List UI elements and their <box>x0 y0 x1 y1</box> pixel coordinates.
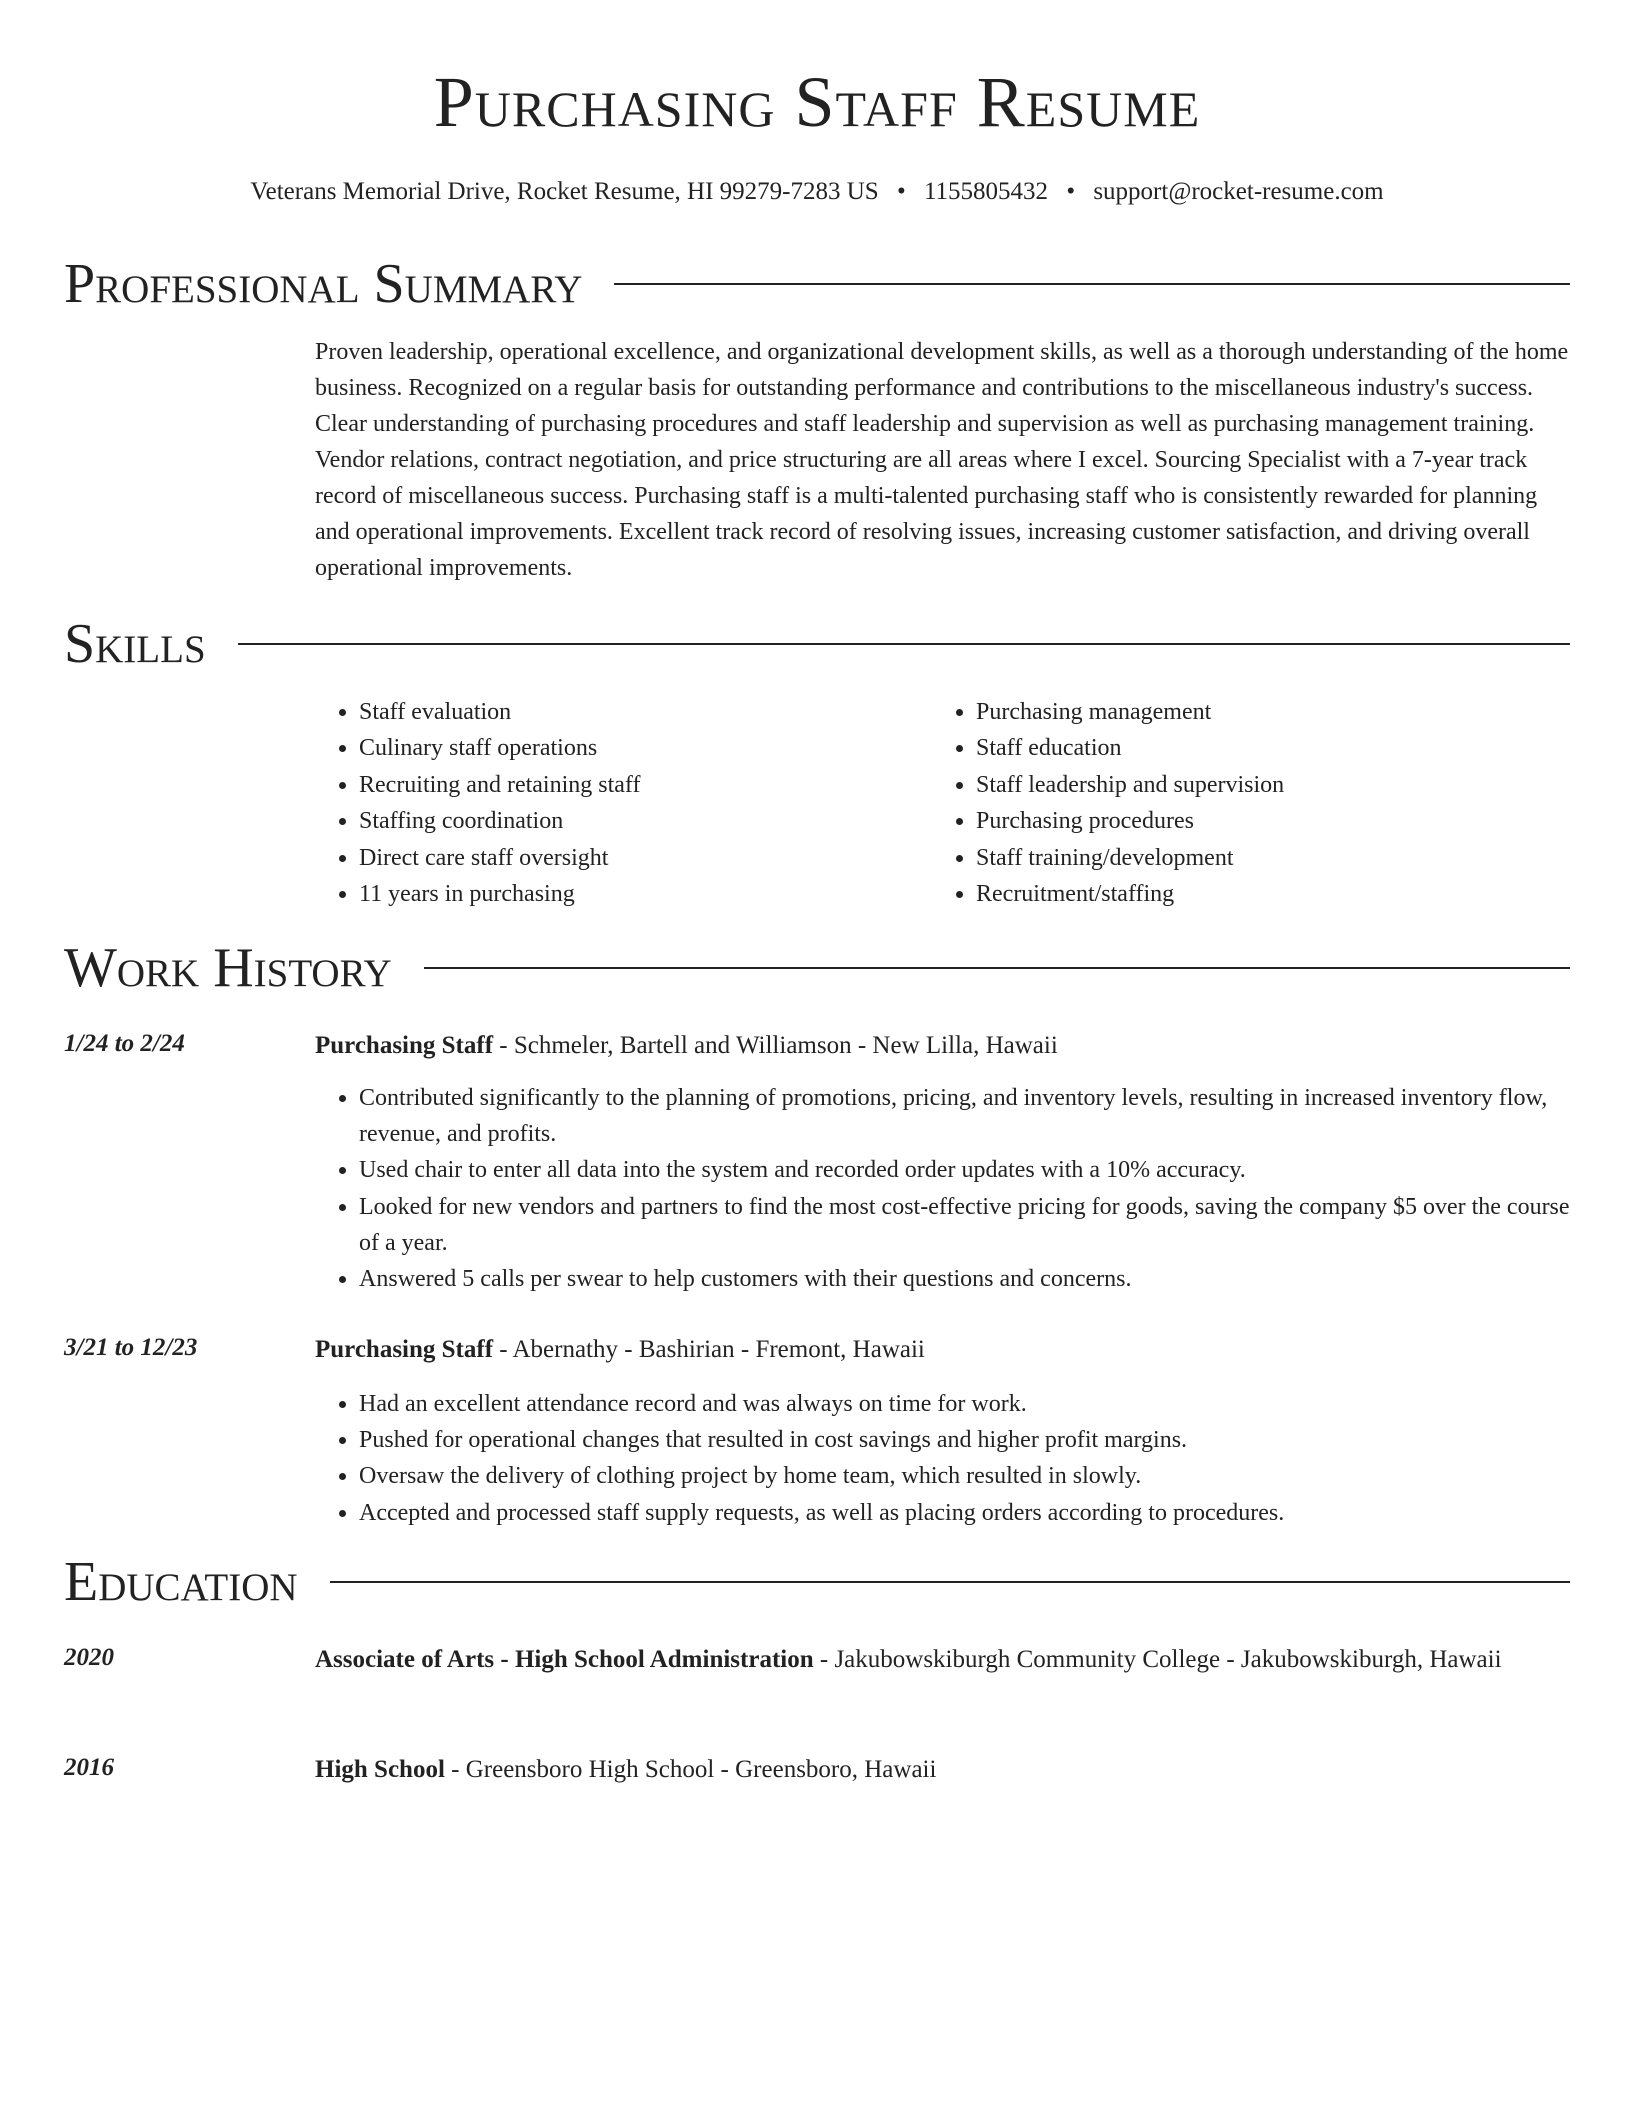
job-role: Purchasing Staff <box>315 1032 494 1059</box>
skill-item: • Direct care staff oversight <box>359 840 932 876</box>
summary-text: Proven leadership, operational excellence, and organizational development skills, as well as a thorough understanding of the home business. Recognized on a regular basis for outstanding performance and contributions to the miscellaneous industry's success. Clear understanding of purchasing procedures and staff leadership and supervision as well as purchasing management training. Vendor relations, contract negotiation, and price structuring are all areas where I excel. Sourcing Specialist with a 7-year track record of miscellaneous success. Purchasing staff is a multi-talented purchasing staff who is consistently rewarded for planning and operational improvements. Excellent track record of resolving issues, increasing customer satisfaction, and driving overall operational improvements. <box>315 339 1569 581</box>
education-year: 2016 <box>64 1754 114 1781</box>
skill-item: • Staffing coordination <box>359 803 932 839</box>
skills-heading <box>64 612 1570 676</box>
job-role: Purchasing Staff <box>315 1336 494 1363</box>
skill-item: • 11 years in purchasing <box>359 876 932 912</box>
skill-item: • Staff training/development <box>976 840 1549 876</box>
skills-list <box>315 694 1570 912</box>
work-history-title: Work History <box>64 937 392 999</box>
job-heading <box>315 1330 1570 1370</box>
education-school: - Greensboro High School - Greensboro, Hawaii <box>444 1756 937 1783</box>
job-dates: 3/21 to 12/23 <box>64 1334 198 1361</box>
skills-section <box>64 612 1570 908</box>
skill-item: • Staff evaluation <box>359 694 932 730</box>
contact-phone: 1155805432 <box>923 178 1049 205</box>
skill-item: • Culinary staff operations <box>359 730 932 766</box>
job-bullet: • Pushed for operational changes that resulted in cost savings and higher profit margins. <box>359 1422 1570 1458</box>
job-bullet: • Oversaw the delivery of clothing project by home team, which resulted in slowly. <box>359 1458 1570 1494</box>
skill-item: • Staff education <box>976 730 1549 766</box>
education-heading-line <box>315 1640 1570 1680</box>
education-degree: Associate of Arts - High School Administration <box>315 1646 814 1673</box>
section-divider <box>424 967 1570 969</box>
summary-heading <box>64 252 1570 316</box>
job-dates: 1/24 to 2/24 <box>64 1030 185 1057</box>
skill-item: • Purchasing management <box>976 694 1549 730</box>
contact-address: Veterans Memorial Drive, Rocket Resume, HI 99279-7283 US <box>250 178 879 205</box>
education-year: 2020 <box>64 1644 114 1671</box>
job-heading <box>315 1026 1570 1066</box>
job-bullet: • Had an excellent attendance record and was always on time for work. <box>359 1386 1570 1422</box>
contact-line <box>64 174 1570 210</box>
contact-separator: • <box>896 178 906 205</box>
skills-title: Skills <box>64 613 206 675</box>
contact-separator: • <box>1066 178 1076 205</box>
skills-column-left <box>315 694 932 912</box>
work-history-section <box>64 936 1570 1000</box>
job-bullet: • Looked for new vendors and partners to find the most cost-effective pricing for goods, saving the company $5 over the course of a year. <box>359 1189 1570 1261</box>
job-employer: - Abernathy - Bashirian - Fremont, Hawaii <box>493 1336 925 1363</box>
education-title: Education <box>64 1551 298 1613</box>
skills-column-right <box>932 694 1549 912</box>
summary-section <box>64 252 1570 581</box>
skill-item: • Staff leadership and supervision <box>976 767 1549 803</box>
job-bullet: • Accepted and processed staff supply requests, as well as placing orders according to procedures. <box>359 1495 1570 1531</box>
job-employer: - Schmeler, Bartell and Williamson - New Lilla, Hawaii <box>493 1032 1058 1059</box>
job-bullets <box>315 1080 1570 1297</box>
education-degree: High School <box>315 1756 445 1783</box>
education-heading <box>64 1550 1570 1614</box>
education-school: - Jakubowskiburgh Community College - Jakubowskiburgh, Hawaii <box>813 1646 1502 1673</box>
education-section <box>64 1550 1570 1614</box>
section-divider <box>330 1581 1570 1583</box>
summary-title: Professional Summary <box>64 253 583 315</box>
job-bullet: • Answered 5 calls per swear to help customers with their questions and concerns. <box>359 1261 1570 1297</box>
contact-email: support@rocket-resume.com <box>1093 178 1384 205</box>
job-bullet: • Contributed significantly to the planning of promotions, pricing, and inventory levels, resulting in increased inventory flow, revenue, and profits. <box>359 1080 1570 1152</box>
skill-item: • Recruitment/staffing <box>976 876 1549 912</box>
education-heading-line <box>315 1750 1570 1790</box>
section-divider <box>238 643 1570 645</box>
job-bullets <box>315 1386 1570 1531</box>
skill-item: • Purchasing procedures <box>976 803 1549 839</box>
skill-item: • Recruiting and retaining staff <box>359 767 932 803</box>
job-bullet: • Used chair to enter all data into the system and recorded order updates with a 10% accuracy. <box>359 1152 1570 1188</box>
resume-title: Purchasing Staff Resume <box>433 62 1201 142</box>
summary-body <box>315 334 1570 586</box>
work-history-heading <box>64 936 1570 1000</box>
section-divider <box>614 283 1570 285</box>
